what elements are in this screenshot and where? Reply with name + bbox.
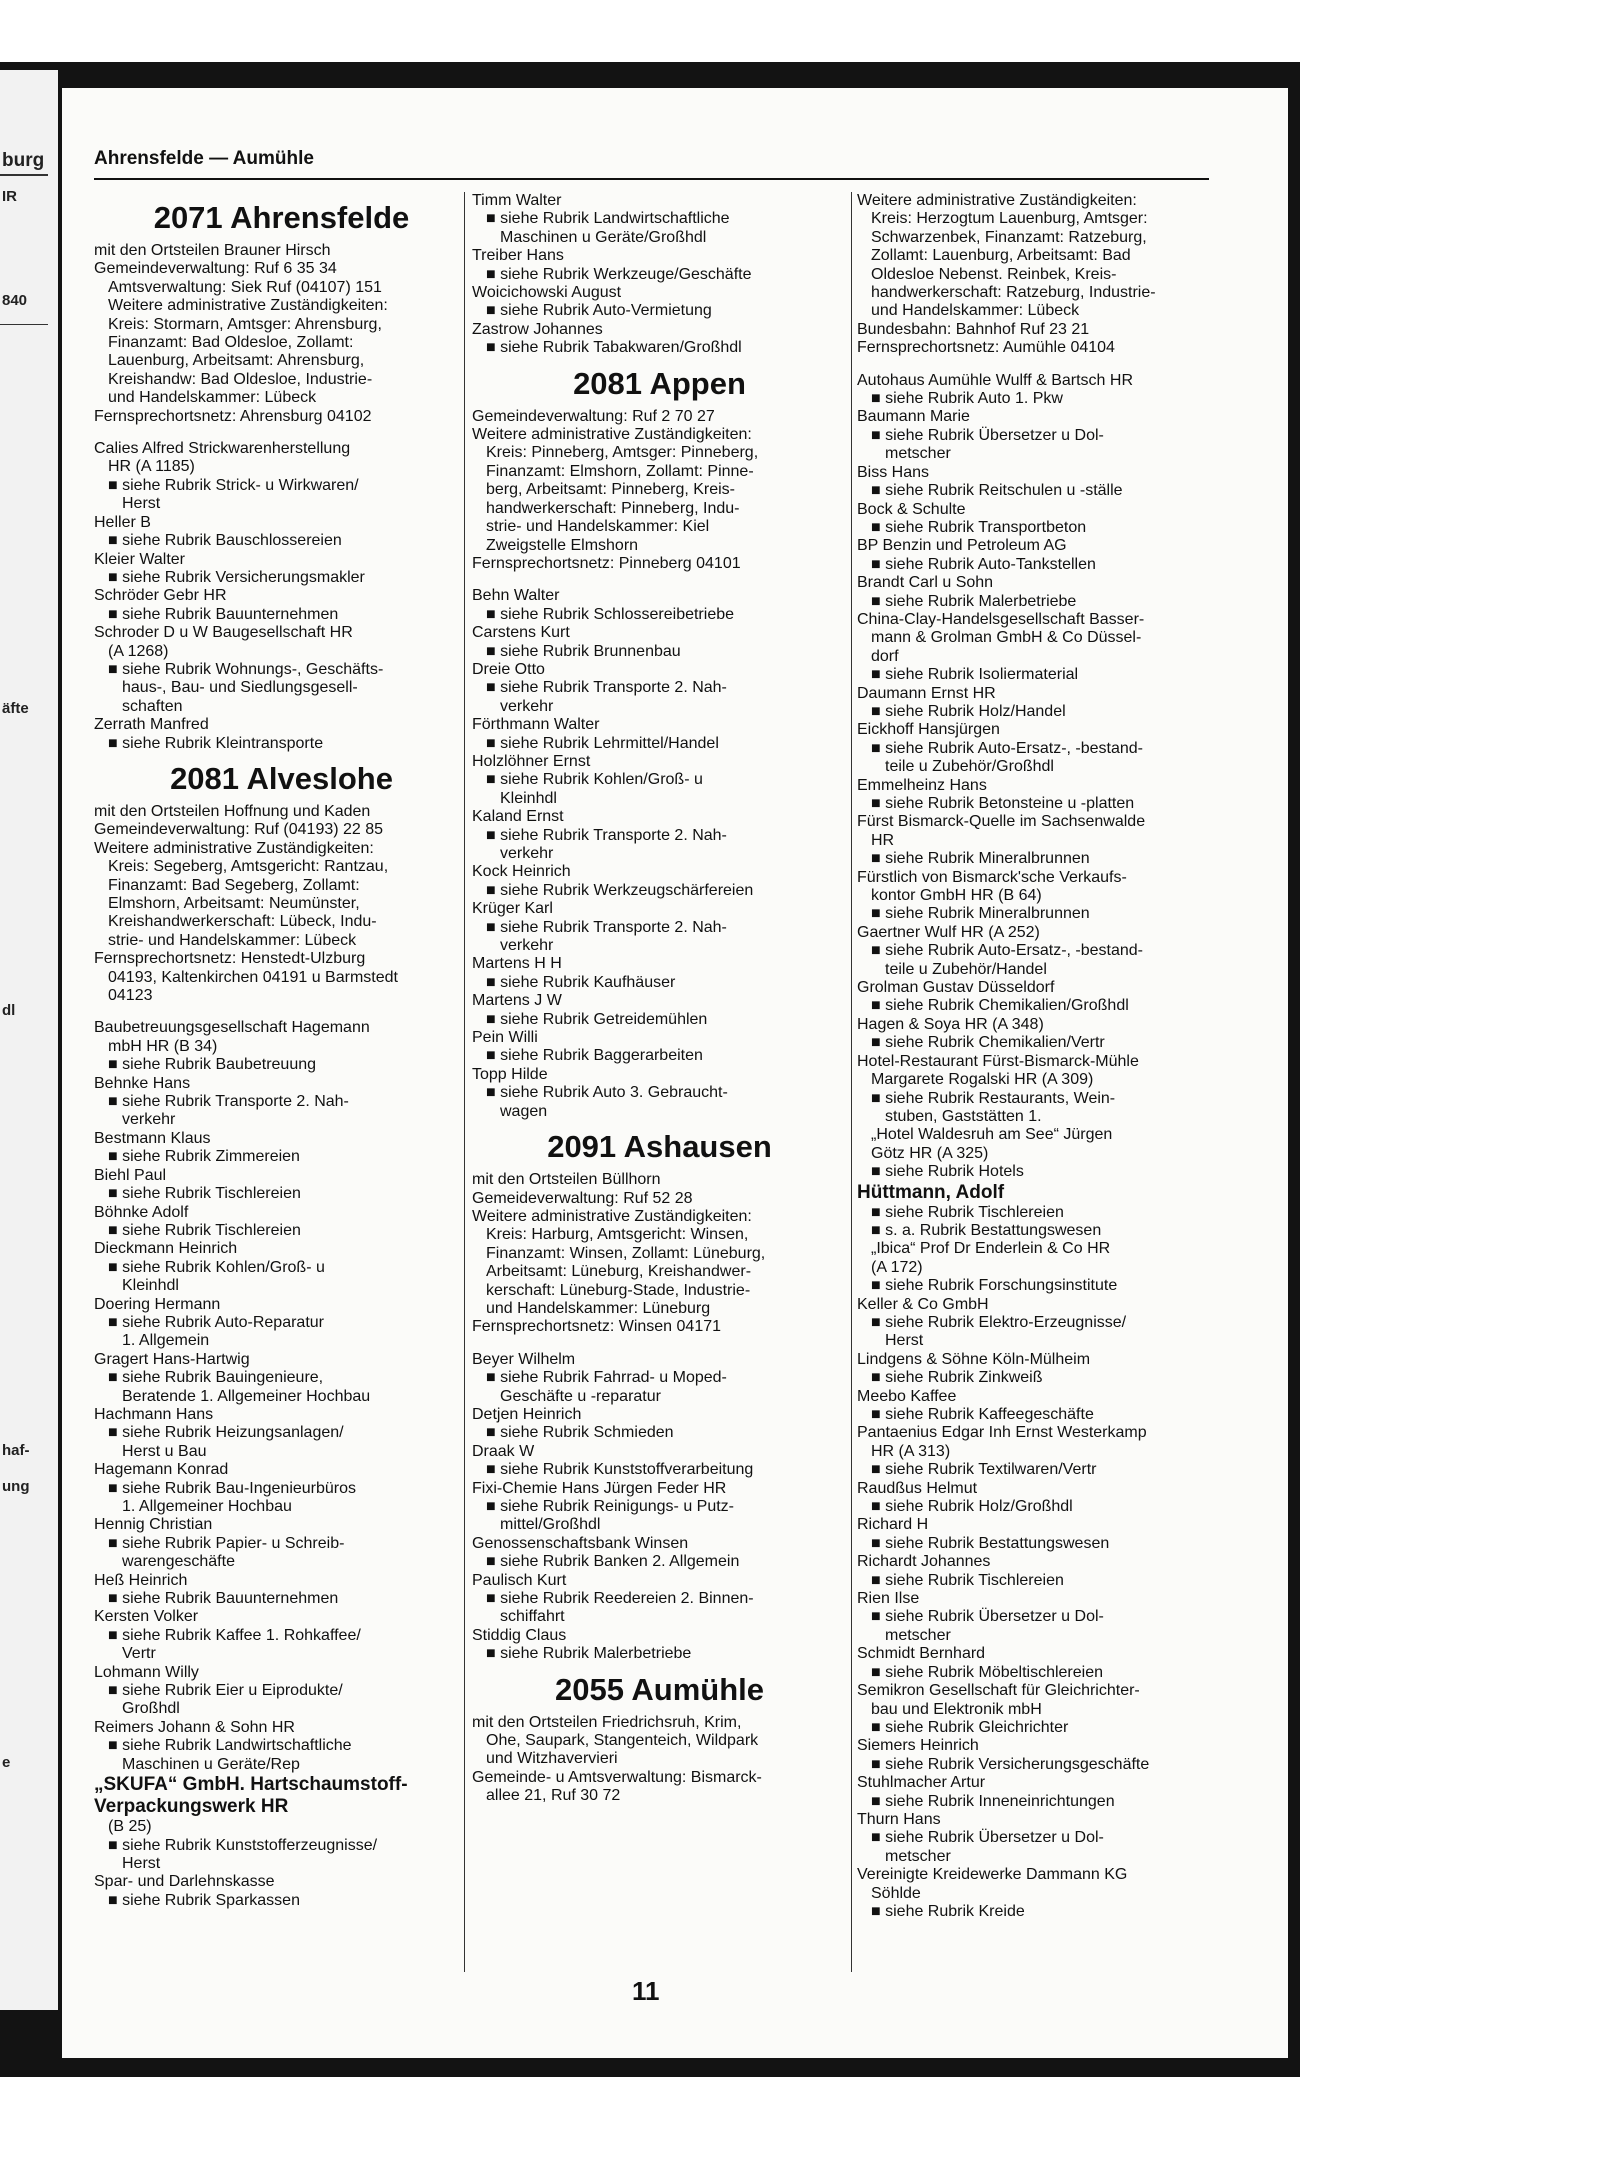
directory-line: ■ siehe Rubrik Auto 3. Gebraucht- <box>486 1084 728 1102</box>
directory-line: (A 172) <box>871 1258 923 1276</box>
directory-line: ■ siehe Rubrik Landwirtschaftliche <box>486 210 730 228</box>
directory-line: ■ siehe Rubrik Versicherungsgeschäfte <box>871 1755 1150 1773</box>
directory-line: Topp Hilde <box>472 1065 548 1083</box>
directory-line: HR (A 313) <box>871 1442 951 1460</box>
directory-line: ■ siehe Rubrik Kaufhäuser <box>486 973 676 991</box>
directory-line: Bundesbahn: Bahnhof Ruf 23 21 <box>857 320 1090 338</box>
column-2 <box>472 192 847 1806</box>
directory-line: Fernsprechortsnetz: Winsen 04171 <box>472 1318 722 1336</box>
directory-line: metscher <box>885 445 951 463</box>
directory-line: ■ siehe Rubrik Transporte 2. Nah- <box>108 1093 349 1111</box>
directory-line: Kleier Walter <box>94 550 185 568</box>
directory-line: Fernsprechortsnetz: Ahrensburg 04102 <box>94 407 372 425</box>
directory-line: Götz HR (A 325) <box>871 1144 989 1162</box>
directory-line: ■ siehe Rubrik Betonsteine u -platten <box>871 795 1135 812</box>
directory-line: Söhlde <box>871 1884 921 1902</box>
directory-line: Eickhoff Hansjürgen <box>857 721 1000 739</box>
directory-line: Margarete Rogalski HR (A 309) <box>871 1071 1094 1089</box>
column-divider <box>851 192 852 1972</box>
directory-line: Beyer Wilhelm <box>472 1350 576 1368</box>
directory-line: Fernsprechortsnetz: Henstedt-Ulzburg <box>94 950 366 968</box>
prev-page-fragment: 840 <box>2 292 28 309</box>
highlighted-entry: „SKUFA“ GmbH. Hartschaumstoff- <box>94 1774 408 1796</box>
directory-line: Vertr <box>122 1645 156 1663</box>
directory-line: ■ siehe Rubrik Baubetreuung <box>108 1056 317 1074</box>
directory-line: bau und Elektronik mbH <box>871 1700 1042 1718</box>
directory-line: ■ siehe Rubrik Übersetzer u Dol- <box>871 426 1104 444</box>
directory-line: Weitere administrative Zuständigkeiten: <box>472 426 752 444</box>
directory-line: ■ siehe Rubrik Holz/Handel <box>871 702 1066 720</box>
directory-line: Weitere administrative Zuständigkeiten: <box>472 1207 752 1225</box>
directory-line: warengeschäfte <box>122 1553 235 1571</box>
directory-line: mann & Grolman GmbH & Co Düssel- <box>871 629 1142 647</box>
directory-line: Heß Heinrich <box>94 1571 188 1589</box>
directory-line: Siemers Heinrich <box>857 1737 979 1755</box>
prev-page-fragment: e <box>2 1754 11 1771</box>
directory-line: schiffahrt <box>500 1608 565 1626</box>
highlighted-entry: Verpackungswerk HR <box>94 1796 289 1818</box>
directory-line: Lindgens & Söhne Köln-Mülheim <box>857 1350 1091 1368</box>
directory-line: Kreis: Pinneberg, Amtsger: Pinneberg, <box>486 444 759 462</box>
directory-line: Behn Walter <box>472 587 560 605</box>
town-heading: 2055 Aumühle <box>554 1671 765 1707</box>
directory-line: Lohmann Willy <box>94 1663 199 1681</box>
directory-line: Genossenschaftsbank Winsen <box>472 1534 689 1552</box>
directory-line: Ohe, Saupark, Stangenteich, Wildpark <box>486 1732 759 1750</box>
directory-line: ■ siehe Rubrik Wohnungs-, Geschäfts- <box>108 660 384 678</box>
town-heading: 2081 Appen <box>573 365 746 401</box>
directory-line: ■ siehe Rubrik Eier u Eiprodukte/ <box>108 1682 343 1700</box>
directory-line: Kersten Volker <box>94 1608 199 1626</box>
directory-line: Timm Walter <box>472 192 562 209</box>
directory-line: ■ s. a. Rubrik Bestattungswesen <box>871 1221 1102 1239</box>
directory-line: ■ siehe Rubrik Restaurants, Wein- <box>871 1089 1116 1107</box>
directory-line: Heller B <box>94 513 151 531</box>
town-heading: 2071 Ahrensfelde <box>153 200 410 235</box>
directory-line: Großhdl <box>122 1700 180 1718</box>
directory-line: ■ siehe Rubrik Werkzeugschärfereien <box>486 881 754 899</box>
directory-line: ■ siehe Rubrik Tabakwaren/Großhdl <box>486 339 742 357</box>
directory-line: Emmelheinz Hans <box>857 776 987 794</box>
directory-line: Hennig Christian <box>94 1516 213 1534</box>
directory-line: Baubetreuungsgesellschaft Hagemann <box>94 1019 370 1037</box>
directory-line: Kreis: Stormarn, Amtsger: Ahrensburg, <box>108 315 382 333</box>
directory-line: handwerkerschaft: Ratzeburg, Industrie- <box>871 284 1156 302</box>
directory-line: Detjen Heinrich <box>472 1405 582 1423</box>
directory-line: ■ siehe Rubrik Auto-Ersatz-, -bestand- <box>871 942 1143 960</box>
directory-line: ■ siehe Rubrik Werkzeuge/Geschäfte <box>486 265 752 283</box>
directory-line: Schröder Gebr HR <box>94 587 227 605</box>
directory-line: (A 1268) <box>108 642 169 660</box>
directory-line: Draak W <box>472 1442 535 1460</box>
directory-line: Dieckmann Heinrich <box>94 1240 238 1258</box>
directory-line: Zerrath Manfred <box>94 716 209 734</box>
directory-line: Weitere administrative Zuständigkeiten: <box>857 192 1137 209</box>
directory-line: Herst <box>122 495 161 513</box>
directory-line: ■ siehe Rubrik Sparkassen <box>108 1891 300 1909</box>
directory-line: kerschaft: Lüneburg-Stade, Industrie- <box>486 1281 751 1299</box>
directory-line: Carstens Kurt <box>472 624 570 642</box>
directory-line: mit den Ortsteilen Friedrichsruh, Krim, <box>472 1713 742 1731</box>
directory-line: ■ siehe Rubrik Fahrrad- u Moped- <box>486 1369 727 1387</box>
prev-page-fragment: burg <box>2 150 45 171</box>
prev-page-fragment: äfte <box>2 700 29 717</box>
directory-line: Reimers Johann & Sohn HR <box>94 1718 295 1736</box>
directory-line: Finanzamt: Bad Segeberg, Zollamt: <box>108 876 360 894</box>
directory-line: Gemeindeverwaltung: Ruf (04193) 22 85 <box>94 821 384 839</box>
directory-line: mit den Ortsteilen Brauner Hirsch <box>94 242 331 259</box>
directory-line: Rien Ilse <box>857 1590 920 1608</box>
running-header: Ahrensfelde — Aumühle <box>94 148 314 169</box>
directory-line: ■ siehe Rubrik Tischlereien <box>871 1203 1064 1221</box>
town-heading: 2091 Ashausen <box>547 1129 772 1165</box>
directory-line: Fürstlich von Bismarck'sche Verkaufs- <box>857 868 1127 886</box>
column-1 <box>94 192 469 1910</box>
directory-line: Richardt Johannes <box>857 1553 991 1571</box>
directory-line: Semikron Gesellschaft für Gleichrichter- <box>857 1682 1140 1700</box>
directory-line: schaften <box>122 697 183 715</box>
directory-line: ■ siehe Rubrik Landwirtschaftliche <box>108 1737 352 1755</box>
directory-line: Hagen & Soya HR (A 348) <box>857 1015 1044 1033</box>
prev-page-fragment: haf- <box>2 1442 30 1459</box>
directory-line: ■ siehe Rubrik Brunnenbau <box>486 642 681 660</box>
directory-line: Böhnke Adolf <box>94 1203 189 1221</box>
directory-line: stuben, Gaststätten 1. <box>885 1107 1042 1125</box>
prev-page-rule <box>0 174 48 176</box>
directory-line: ■ siehe Rubrik Chemikalien/Vertr <box>871 1034 1105 1052</box>
directory-line: Bestmann Klaus <box>94 1129 211 1147</box>
prev-page-fragment: IR <box>2 188 17 205</box>
directory-line: Fixi-Chemie Hans Jürgen Feder HR <box>472 1479 727 1497</box>
directory-line: Weitere administrative Zuständigkeiten: <box>108 297 388 315</box>
directory-line: Raudßus Helmut <box>857 1479 978 1497</box>
directory-line: mit den Ortsteilen Hoffnung und Kaden <box>94 802 371 820</box>
directory-line: Kleinhdl <box>500 789 557 807</box>
directory-line: Hotel-Restaurant Fürst-Bismarck-Mühle <box>857 1052 1139 1070</box>
directory-line: und Handelskammer: Lüneburg <box>486 1299 711 1317</box>
directory-line: ■ siehe Rubrik Kunststoffverarbeitung <box>486 1461 754 1479</box>
directory-line: Treiber Hans <box>472 247 564 265</box>
directory-line: ■ siehe Rubrik Zimmereien <box>108 1148 300 1166</box>
directory-line: ■ siehe Rubrik Gleichrichter <box>871 1718 1069 1736</box>
directory-line: Pein Willi <box>472 1029 538 1047</box>
directory-line: und Handelskammer: Lübeck <box>871 302 1080 320</box>
directory-line: mit den Ortsteilen Büllhorn <box>472 1171 661 1189</box>
directory-line: ■ siehe Rubrik Forschungsinstitute <box>871 1277 1118 1295</box>
directory-line: metscher <box>885 1626 951 1644</box>
town-heading: 2081 Alveslohe <box>170 760 393 796</box>
directory-line: Zollamt: Lauenburg, Arbeitsamt: Bad <box>871 247 1131 265</box>
directory-line: Doering Hermann <box>94 1295 221 1313</box>
directory-line: teile u Zubehör/Handel <box>885 960 1047 978</box>
directory-line: ■ siehe Rubrik Bau-Ingenieurbüros <box>108 1479 357 1497</box>
directory-line: Fernsprechortsnetz: Pinneberg 04101 <box>472 554 741 572</box>
directory-line: Maschinen u Geräte/Rep <box>122 1755 300 1773</box>
directory-line: 04123 <box>108 987 153 1005</box>
directory-line: kontor GmbH HR (B 64) <box>871 887 1042 905</box>
directory-line: ■ siehe Rubrik Versicherungsmakler <box>108 568 365 586</box>
directory-line: Amtsverwaltung: Siek Ruf (04107) 151 <box>108 278 382 296</box>
directory-line: Finanzamt: Elmshorn, Zollamt: Pinne- <box>486 462 754 480</box>
directory-line: Behnke Hans <box>94 1074 191 1092</box>
directory-line: handwerkerschaft: Pinneberg, Indu- <box>486 499 740 517</box>
directory-line: ■ siehe Rubrik Getreidemühlen <box>486 1010 708 1028</box>
directory-line: Daumann Ernst HR <box>857 684 996 702</box>
directory-line: Kreis: Herzogtum Lauenburg, Amtsger: <box>871 210 1148 228</box>
directory-line: Brandt Carl u Sohn <box>857 574 994 592</box>
directory-line: BP Benzin und Petroleum AG <box>857 537 1067 555</box>
directory-line: ■ siehe Rubrik Elektro-Erzeugnisse/ <box>871 1313 1127 1331</box>
directory-line: ■ siehe Rubrik Schmieden <box>486 1424 674 1442</box>
directory-line: ■ siehe Rubrik Bauingenieure, <box>108 1369 324 1387</box>
directory-line: Beratende 1. Allgemeiner Hochbau <box>122 1387 371 1405</box>
directory-line: Hachmann Hans <box>94 1405 214 1423</box>
directory-line: ■ siehe Rubrik Malerbetriebe <box>871 592 1077 610</box>
directory-line: Weitere administrative Zuständigkeiten: <box>94 839 374 857</box>
directory-line: ■ siehe Rubrik Kleintransporte <box>108 734 324 752</box>
directory-line: Autohaus Aumühle Wulff & Bartsch HR <box>857 371 1133 389</box>
directory-line: Oldesloe Nebenst. Reinbek, Kreis- <box>871 265 1117 283</box>
directory-line: ■ siehe Rubrik Textilwaren/Vertr <box>871 1461 1097 1479</box>
directory-line: berg, Arbeitsamt: Pinneberg, Kreis- <box>486 481 736 499</box>
directory-line: Fernsprechortsnetz: Aumühle 04104 <box>857 339 1115 357</box>
directory-line: ■ siehe Rubrik Malerbetriebe <box>486 1645 692 1663</box>
directory-line: ■ siehe Rubrik Transporte 2. Nah- <box>486 918 727 936</box>
directory-line: Dreie Otto <box>472 660 545 678</box>
directory-line: ■ siehe Rubrik Auto-Vermietung <box>486 302 712 320</box>
directory-line: 04193, Kaltenkirchen 04191 u Barmstedt <box>108 968 398 986</box>
directory-line: ■ siehe Rubrik Bauunternehmen <box>108 605 339 623</box>
directory-line: ■ siehe Rubrik Inneneinrichtungen <box>871 1792 1115 1810</box>
directory-line: ■ siehe Rubrik Auto-Ersatz-, -bestand- <box>871 739 1143 757</box>
directory-line: Pantaenius Edgar Inh Ernst Westerkamp <box>857 1424 1147 1442</box>
directory-line: ■ siehe Rubrik Mineralbrunnen <box>871 905 1090 923</box>
spacer <box>472 573 847 587</box>
directory-line: ■ siehe Rubrik Kunststofferzeugnisse/ <box>108 1836 378 1854</box>
directory-line: Martens J W <box>472 992 562 1010</box>
directory-line: China-Clay-Handelsgesellschaft Basser- <box>857 610 1145 628</box>
directory-line: ■ siehe Rubrik Möbeltischlereien <box>871 1663 1103 1681</box>
directory-line: ■ siehe Rubrik Strick- u Wirkwaren/ <box>108 476 359 494</box>
directory-line: Keller & Co GmbH <box>857 1295 989 1313</box>
directory-line: verkehr <box>122 1111 176 1129</box>
directory-line: ■ siehe Rubrik Papier- u Schreib- <box>108 1534 345 1552</box>
directory-line: Geschäfte u -reparatur <box>500 1387 661 1405</box>
directory-line: Biehl Paul <box>94 1166 167 1184</box>
directory-line: Stuhlmacher Artur <box>857 1774 986 1792</box>
directory-line: und Handelskammer: Lübeck <box>108 389 317 407</box>
directory-line: ■ siehe Rubrik Bauschlossereien <box>108 532 342 550</box>
directory-line: (B 25) <box>108 1818 152 1836</box>
directory-line: Zweigstelle Elmshorn <box>486 536 639 554</box>
directory-line: Meebo Kaffee <box>857 1387 957 1405</box>
directory-line: ■ siehe Rubrik Bestattungswesen <box>871 1534 1110 1552</box>
directory-line: HR (A 1185) <box>108 458 195 476</box>
directory-line: Kaland Ernst <box>472 808 564 826</box>
directory-line: ■ siehe Rubrik Auto-Tankstellen <box>871 555 1096 573</box>
directory-page <box>62 88 1288 2058</box>
spacer <box>94 1005 469 1019</box>
directory-line: Kleinhdl <box>122 1277 179 1295</box>
directory-line: verkehr <box>500 697 554 715</box>
directory-line: Biss Hans <box>857 463 930 481</box>
directory-line: ■ siehe Rubrik Kohlen/Groß- u <box>108 1258 325 1276</box>
directory-line: ■ siehe Rubrik Reinigungs- u Putz- <box>486 1498 734 1515</box>
directory-line: Förthmann Walter <box>472 716 600 734</box>
directory-line: Gaertner Wulf HR (A 252) <box>857 923 1040 941</box>
directory-line: ■ siehe Rubrik Bauunternehmen <box>108 1590 339 1608</box>
directory-line: Paulisch Kurt <box>472 1571 567 1589</box>
directory-line: verkehr <box>500 937 554 955</box>
directory-line: ■ siehe Rubrik Auto-Reparatur <box>108 1313 324 1331</box>
directory-line: ■ siehe Rubrik Tischlereien <box>108 1221 301 1239</box>
directory-line: Gemeindeverwaltung: Ruf 2 70 27 <box>472 407 715 425</box>
directory-line: und Witzhavervieri <box>486 1750 618 1768</box>
directory-line: strie- und Handelskammer: Lübeck <box>108 931 357 949</box>
directory-line: Herst <box>885 1332 924 1350</box>
directory-line: haus-, Bau- und Siedlungsgesell- <box>122 679 358 697</box>
directory-line: ■ siehe Rubrik Schlossereibetriebe <box>486 605 735 623</box>
directory-line: Gemeindeverwaltung: Ruf 6 35 34 <box>94 260 337 278</box>
directory-line: mittel/Großhdl <box>500 1516 601 1534</box>
directory-line: Kreishandwerkerschaft: Lübeck, Indu- <box>108 913 377 931</box>
directory-line: ■ siehe Rubrik Kreide <box>871 1902 1025 1920</box>
directory-line: ■ siehe Rubrik Reitschulen u -ställe <box>871 482 1123 500</box>
spacer <box>857 358 1237 372</box>
page-number: 11 <box>632 1976 660 2006</box>
directory-line: Vereinigte Kreidewerke Dammann KG <box>857 1866 1128 1884</box>
directory-line: allee 21, Ruf 30 72 <box>486 1787 621 1805</box>
directory-line: Lauenburg, Arbeitsamt: Ahrensburg, <box>108 352 365 370</box>
directory-line: verkehr <box>500 845 554 862</box>
directory-line: ■ siehe Rubrik Übersetzer u Dol- <box>871 1608 1104 1626</box>
directory-line: Thurn Hans <box>857 1810 941 1828</box>
directory-line: Fürst Bismarck-Quelle im Sachsenwalde <box>857 813 1146 831</box>
directory-line: HR <box>871 831 895 849</box>
directory-line: ■ siehe Rubrik Kaffeegeschäfte <box>871 1406 1094 1423</box>
highlighted-entry: Hüttmann, Adolf <box>857 1181 1005 1203</box>
directory-line: Stiddig Claus <box>472 1626 567 1644</box>
directory-line: Woicichowski August <box>472 284 622 302</box>
prev-page-fragment: ung <box>2 1478 30 1495</box>
directory-line: metscher <box>885 1847 951 1865</box>
directory-line: Finanzamt: Bad Oldesloe, Zollamt: <box>108 334 354 352</box>
directory-line: ■ siehe Rubrik Holz/Großhdl <box>871 1498 1073 1516</box>
directory-line: Calies Alfred Strickwarenherstellung <box>94 440 351 458</box>
directory-line: Zastrow Johannes <box>472 320 603 338</box>
directory-line: Gragert Hans-Hartwig <box>94 1350 250 1368</box>
directory-line: Grolman Gustav Düsseldorf <box>857 979 1055 997</box>
directory-line: ■ siehe Rubrik Tischlereien <box>871 1571 1064 1589</box>
directory-line: wagen <box>500 1102 548 1120</box>
directory-line: Spar- und Darlehnskasse <box>94 1873 275 1891</box>
directory-line: Kock Heinrich <box>472 863 571 881</box>
directory-line: Kreis: Harburg, Amtsgericht: Winsen, <box>486 1226 749 1244</box>
prev-page-rule <box>0 324 48 325</box>
directory-line: „Hotel Waldesruh am See“ Jürgen <box>871 1126 1113 1144</box>
directory-line: Kreis: Segeberg, Amtsgericht: Rantzau, <box>108 858 389 876</box>
directory-line: ■ siehe Rubrik Übersetzer u Dol- <box>871 1829 1104 1847</box>
directory-line: Gemeinde- u Amtsverwaltung: Bismarck- <box>472 1768 762 1786</box>
directory-line: ■ siehe Rubrik Banken 2. Allgemein <box>486 1553 740 1571</box>
previous-page-edge <box>0 70 58 2010</box>
directory-line: ■ siehe Rubrik Mineralbrunnen <box>871 850 1090 868</box>
directory-line: Finanzamt: Winsen, Zollamt: Lüneburg, <box>486 1244 766 1262</box>
spacer <box>472 1337 847 1351</box>
directory-line: ■ siehe Rubrik Tischlereien <box>108 1185 301 1203</box>
directory-line: Kreishandw: Bad Oldesloe, Industrie- <box>108 370 373 388</box>
directory-line: Elmshorn, Arbeitsamt: Neumünster, <box>108 895 360 912</box>
directory-line: ■ siehe Rubrik Kohlen/Groß- u <box>486 771 703 789</box>
directory-line: Maschinen u Geräte/Großhdl <box>500 228 707 246</box>
directory-line: Arbeitsamt: Lüneburg, Kreishandwer- <box>486 1263 752 1281</box>
directory-line: Herst <box>122 1854 161 1872</box>
directory-line: ■ siehe Rubrik Zinkweiß <box>871 1369 1043 1387</box>
directory-line: Richard H <box>857 1516 929 1534</box>
directory-line: Herst u Bau <box>122 1442 207 1460</box>
directory-line: ■ siehe Rubrik Lehrmittel/Handel <box>486 734 719 752</box>
directory-line: Hagemann Konrad <box>94 1461 229 1479</box>
directory-line: ■ siehe Rubrik Baggerarbeiten <box>486 1047 703 1065</box>
directory-line: Gemeideverwaltung: Ruf 52 28 <box>472 1189 693 1207</box>
directory-line: ■ siehe Rubrik Heizungsanlagen/ <box>108 1424 344 1442</box>
directory-line: ■ siehe Rubrik Transporte 2. Nah- <box>486 679 727 697</box>
directory-line: strie- und Handelskammer: Kiel <box>486 518 710 536</box>
directory-line: Baumann Marie <box>857 408 970 426</box>
directory-line: „Ibica“ Prof Dr Enderlein & Co HR <box>871 1240 1111 1258</box>
directory-line: Bock & Schulte <box>857 500 966 518</box>
directory-line: 1. Allgemeiner Hochbau <box>122 1498 292 1515</box>
prev-page-fragment: dl <box>2 1002 16 1019</box>
directory-line: ■ siehe Rubrik Auto 1. Pkw <box>871 390 1063 408</box>
column-divider <box>464 192 465 1972</box>
directory-line: Krüger Karl <box>472 900 553 918</box>
directory-line: dorf <box>871 647 899 665</box>
directory-line: Schmidt Bernhard <box>857 1645 986 1663</box>
directory-line: ■ siehe Rubrik Transportbeton <box>871 518 1087 536</box>
directory-line: Schroder D u W Baugesellschaft HR <box>94 624 353 642</box>
directory-line: ■ siehe Rubrik Hotels <box>871 1163 1024 1181</box>
directory-line: Schwarzenbek, Finanzamt: Ratzeburg, <box>871 228 1147 246</box>
directory-line: mbH HR (B 34) <box>108 1037 218 1055</box>
directory-line: teile u Zubehör/Großhdl <box>885 758 1054 776</box>
directory-line: ■ siehe Rubrik Isoliermaterial <box>871 666 1079 684</box>
directory-line: ■ siehe Rubrik Kaffee 1. Rohkaffee/ <box>108 1626 361 1644</box>
directory-line: Martens H H <box>472 955 562 973</box>
directory-line: 1. Allgemein <box>122 1332 210 1350</box>
header-rule <box>94 178 1209 180</box>
directory-line: ■ siehe Rubrik Reedereien 2. Binnen- <box>486 1590 754 1608</box>
directory-line: Holzlöhner Ernst <box>472 752 591 770</box>
directory-line: ■ siehe Rubrik Transporte 2. Nah- <box>486 826 727 844</box>
column-3 <box>857 192 1237 1921</box>
spacer <box>94 426 469 440</box>
directory-line: ■ siehe Rubrik Chemikalien/Großhdl <box>871 997 1129 1015</box>
